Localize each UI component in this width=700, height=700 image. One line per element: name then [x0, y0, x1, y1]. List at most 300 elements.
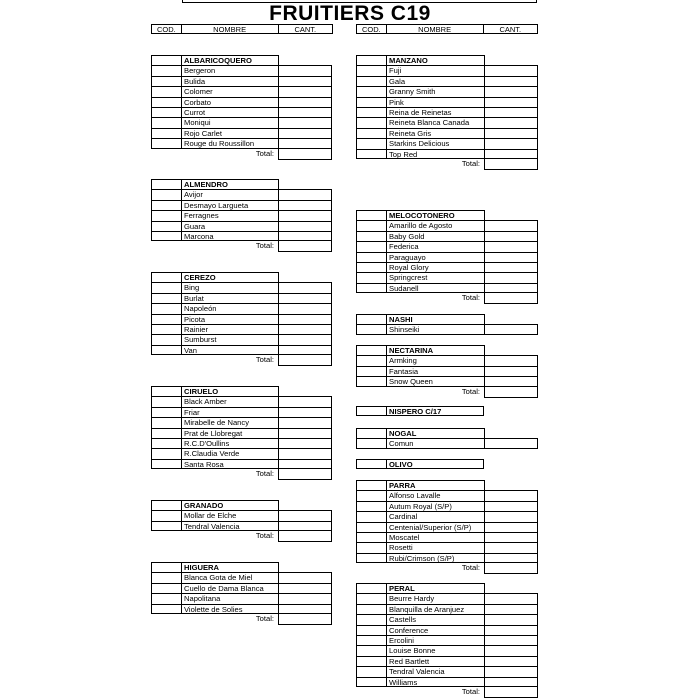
qty-cell[interactable]: [278, 293, 332, 303]
total-row: [356, 687, 538, 698]
qty-cell[interactable]: [278, 138, 332, 148]
total-label: Total:: [255, 148, 274, 158]
code-cell[interactable]: [151, 282, 181, 292]
code-cell[interactable]: [151, 562, 181, 572]
qty-cell[interactable]: [484, 553, 538, 563]
qty-cell[interactable]: [278, 210, 332, 220]
table-row: [151, 200, 332, 210]
variety-name: Springcrest: [386, 272, 484, 282]
section-granado: [151, 500, 332, 542]
variety-name: Cuello de Dama Blanca: [181, 583, 278, 593]
qty-cell[interactable]: [278, 604, 332, 614]
variety-name: Marcona: [181, 231, 278, 241]
table-row: [356, 220, 538, 230]
code-cell[interactable]: [356, 635, 386, 645]
variety-name: Reina de Reinetas: [386, 107, 484, 117]
table-row: [356, 677, 538, 687]
qty-cell[interactable]: [484, 65, 538, 75]
code-cell[interactable]: [356, 366, 386, 376]
variety-name: Reineta Gris: [386, 128, 484, 138]
code-cell[interactable]: [151, 448, 181, 458]
total-row: [151, 149, 332, 160]
variety-name: Ercolini: [386, 635, 484, 645]
qty-cell[interactable]: [484, 252, 538, 262]
code-cell[interactable]: [356, 666, 386, 676]
variety-name: Top Red: [386, 149, 484, 159]
code-cell[interactable]: [356, 480, 386, 490]
code-cell[interactable]: [356, 252, 386, 262]
variety-name: Rojo Carlet: [181, 128, 278, 138]
variety-name: Alfonso Lavalle: [386, 490, 484, 500]
variety-name: Starkins Delicious: [386, 138, 484, 148]
table-row: [356, 366, 538, 376]
qty-cell[interactable]: [278, 314, 332, 324]
code-cell[interactable]: [356, 262, 386, 272]
header-code: COD.: [152, 25, 182, 33]
section-name: MELOCOTONERO: [386, 210, 484, 220]
section-name: ALMENDRO: [181, 179, 278, 189]
code-cell[interactable]: [151, 272, 181, 282]
qty-cell[interactable]: [484, 128, 538, 138]
qty-spacer: [278, 562, 332, 572]
qty-cell[interactable]: [278, 438, 332, 448]
code-cell[interactable]: [356, 55, 386, 65]
section-header-row: [356, 314, 538, 324]
code-cell[interactable]: [356, 532, 386, 542]
qty-cell[interactable]: [484, 614, 538, 624]
code-cell[interactable]: [151, 76, 181, 86]
code-cell[interactable]: [151, 417, 181, 427]
table-row: [151, 428, 332, 438]
table-row: [356, 532, 538, 542]
section-manzano: [356, 55, 538, 170]
qty-cell[interactable]: [484, 86, 538, 96]
table-row: [151, 345, 332, 355]
variety-name: Corbato: [181, 97, 278, 107]
table-row: [151, 282, 332, 292]
code-cell[interactable]: [151, 65, 181, 75]
qty-cell[interactable]: [278, 231, 332, 241]
section-name: NECTARINA: [386, 345, 484, 355]
table-row: [151, 303, 332, 313]
qty-cell[interactable]: [278, 303, 332, 313]
qty-cell[interactable]: [484, 593, 538, 603]
table-row: [356, 635, 538, 645]
qty-cell[interactable]: [484, 283, 538, 293]
code-cell[interactable]: [151, 55, 181, 65]
code-cell[interactable]: [151, 459, 181, 469]
variety-name: Cardinal: [386, 511, 484, 521]
qty-cell[interactable]: [278, 324, 332, 334]
qty-cell[interactable]: [278, 107, 332, 117]
table-row: [151, 407, 332, 417]
table-row: [356, 283, 538, 293]
qty-cell[interactable]: [484, 677, 538, 687]
table-row: [151, 396, 332, 406]
variety-name: Currot: [181, 107, 278, 117]
qty-cell[interactable]: [484, 107, 538, 117]
table-row: [151, 593, 332, 603]
table-row: [151, 107, 332, 117]
qty-cell[interactable]: [484, 645, 538, 655]
code-cell[interactable]: [356, 656, 386, 666]
table-row: [151, 572, 332, 582]
variety-name: Castells: [386, 614, 484, 624]
qty-cell[interactable]: [278, 86, 332, 96]
total-label: Total:: [461, 686, 480, 696]
section-header-row: [356, 459, 484, 469]
section-header-row: [356, 583, 538, 593]
code-cell[interactable]: [356, 345, 386, 355]
qty-cell[interactable]: [278, 459, 332, 469]
table-row: [356, 231, 538, 241]
total-label: Total:: [255, 613, 274, 623]
qty-cell[interactable]: [484, 656, 538, 666]
qty-cell[interactable]: [278, 334, 332, 344]
variety-name: Avijor: [181, 189, 278, 199]
table-row: [151, 231, 332, 241]
total-row: [151, 614, 332, 625]
qty-cell[interactable]: [484, 97, 538, 107]
code-cell[interactable]: [356, 511, 386, 521]
code-cell[interactable]: [356, 355, 386, 365]
code-cell[interactable]: [356, 376, 386, 386]
table-row: [151, 583, 332, 593]
code-cell[interactable]: [151, 428, 181, 438]
code-cell[interactable]: [151, 324, 181, 334]
qty-spacer: [484, 345, 538, 355]
code-cell[interactable]: [356, 593, 386, 603]
qty-cell[interactable]: [278, 448, 332, 458]
variety-name: Guara: [181, 221, 278, 231]
code-cell[interactable]: [151, 200, 181, 210]
table-row: [356, 666, 538, 676]
table-row: [356, 262, 538, 272]
code-cell[interactable]: [356, 149, 386, 159]
table-row: [151, 314, 332, 324]
variety-name: Van: [181, 345, 278, 355]
table-row: [356, 128, 538, 138]
qty-spacer: [484, 314, 538, 324]
code-cell[interactable]: [151, 293, 181, 303]
qty-cell[interactable]: [484, 438, 538, 448]
table-row: [356, 511, 538, 521]
code-cell[interactable]: [151, 510, 181, 520]
code-cell[interactable]: [356, 677, 386, 687]
code-cell[interactable]: [356, 406, 386, 416]
section-header-row: [151, 55, 332, 65]
total-cell[interactable]: [278, 355, 332, 366]
code-cell[interactable]: [151, 117, 181, 127]
qty-cell[interactable]: [484, 138, 538, 148]
qty-cell[interactable]: [484, 262, 538, 272]
variety-name: Federica: [386, 241, 484, 251]
code-cell[interactable]: [356, 604, 386, 614]
code-cell[interactable]: [356, 583, 386, 593]
code-cell[interactable]: [151, 138, 181, 148]
qty-cell[interactable]: [278, 200, 332, 210]
qty-spacer: [278, 386, 332, 396]
qty-cell[interactable]: [484, 625, 538, 635]
code-cell[interactable]: [151, 396, 181, 406]
code-cell[interactable]: [356, 138, 386, 148]
qty-cell[interactable]: [484, 511, 538, 521]
code-cell[interactable]: [356, 438, 386, 448]
total-cell[interactable]: [484, 563, 538, 574]
total-cell[interactable]: [484, 387, 538, 398]
table-row: [151, 510, 332, 520]
qty-cell[interactable]: [278, 282, 332, 292]
total-label: Total:: [255, 531, 274, 541]
table-row: [151, 117, 332, 127]
qty-cell[interactable]: [278, 521, 332, 531]
code-cell[interactable]: [356, 501, 386, 511]
qty-cell[interactable]: [484, 501, 538, 511]
code-cell[interactable]: [151, 303, 181, 313]
section-name: PARRA: [386, 480, 484, 490]
total-cell[interactable]: [278, 241, 332, 252]
section-header-row: [151, 272, 332, 282]
code-cell[interactable]: [151, 438, 181, 448]
qty-spacer: [484, 583, 538, 593]
code-cell[interactable]: [356, 614, 386, 624]
qty-cell[interactable]: [278, 593, 332, 603]
total-row: [151, 531, 332, 542]
code-cell[interactable]: [151, 314, 181, 324]
qty-cell[interactable]: [278, 407, 332, 417]
section-peral: [356, 583, 538, 698]
table-row: [356, 656, 538, 666]
code-cell[interactable]: [151, 500, 181, 510]
code-cell[interactable]: [356, 314, 386, 324]
total-cell[interactable]: [278, 469, 332, 480]
qty-cell[interactable]: [484, 490, 538, 500]
section-header-row: [151, 179, 332, 189]
code-cell[interactable]: [356, 522, 386, 532]
header-name: NOMBRE: [387, 25, 484, 33]
table-row: [151, 448, 332, 458]
table-row: [356, 324, 538, 334]
code-cell[interactable]: [151, 593, 181, 603]
code-cell[interactable]: [356, 128, 386, 138]
header-qty: CANT.: [294, 25, 317, 34]
total-cell[interactable]: [484, 293, 538, 304]
qty-cell[interactable]: [278, 572, 332, 582]
qty-cell[interactable]: [484, 355, 538, 365]
qty-spacer: [278, 179, 332, 189]
code-cell[interactable]: [151, 179, 181, 189]
qty-cell[interactable]: [484, 542, 538, 552]
qty-cell[interactable]: [484, 532, 538, 542]
qty-cell[interactable]: [484, 366, 538, 376]
code-cell[interactable]: [151, 334, 181, 344]
table-row: [356, 149, 538, 159]
section-nashi: [356, 314, 538, 335]
code-cell[interactable]: [356, 86, 386, 96]
table-row: [151, 324, 332, 334]
table-row: [356, 522, 538, 532]
qty-cell[interactable]: [484, 666, 538, 676]
table-row: [356, 542, 538, 552]
variety-name: Blanquilla de Aranjuez: [386, 604, 484, 614]
qty-cell[interactable]: [484, 376, 538, 386]
total-cell[interactable]: [484, 687, 538, 698]
qty-cell[interactable]: [278, 583, 332, 593]
qty-cell[interactable]: [484, 324, 538, 334]
code-cell[interactable]: [356, 283, 386, 293]
table-row: [356, 625, 538, 635]
section-name: NASHI: [386, 314, 484, 324]
qty-cell[interactable]: [278, 97, 332, 107]
table-row: [356, 501, 538, 511]
code-cell[interactable]: [356, 210, 386, 220]
qty-cell[interactable]: [484, 149, 538, 159]
variety-name: Picota: [181, 314, 278, 324]
total-cell[interactable]: [278, 531, 332, 542]
section-name: PERAL: [386, 583, 484, 593]
variety-name: Violette de Solies: [181, 604, 278, 614]
code-cell[interactable]: [356, 231, 386, 241]
total-cell[interactable]: [484, 159, 538, 170]
code-cell[interactable]: [151, 604, 181, 614]
code-cell[interactable]: [151, 128, 181, 138]
variety-name: Beurre Hardy: [386, 593, 484, 603]
code-cell[interactable]: [356, 459, 386, 469]
qty-spacer: [484, 428, 538, 438]
section-higuera: [151, 562, 332, 625]
code-cell[interactable]: [356, 241, 386, 251]
variety-name: Fuji: [386, 65, 484, 75]
qty-cell[interactable]: [278, 428, 332, 438]
qty-cell[interactable]: [278, 345, 332, 355]
code-cell[interactable]: [356, 220, 386, 230]
code-cell[interactable]: [356, 324, 386, 334]
qty-cell[interactable]: [484, 522, 538, 532]
qty-cell[interactable]: [278, 189, 332, 199]
variety-name: Tendral Valencia: [386, 666, 484, 676]
total-cell[interactable]: [278, 149, 332, 160]
code-cell[interactable]: [151, 221, 181, 231]
table-row: [356, 138, 538, 148]
qty-spacer: [278, 55, 332, 65]
variety-name: Bergeron: [181, 65, 278, 75]
table-row: [356, 438, 538, 448]
variety-name: Rubi/Crimson (S/P): [386, 553, 484, 563]
code-cell[interactable]: [356, 553, 386, 563]
code-cell[interactable]: [151, 386, 181, 396]
qty-cell[interactable]: [278, 510, 332, 520]
table-row: [356, 614, 538, 624]
table-row: [356, 604, 538, 614]
qty-cell[interactable]: [278, 396, 332, 406]
code-cell[interactable]: [356, 97, 386, 107]
section-nectarina: [356, 345, 538, 398]
section-header-row: [356, 210, 538, 220]
table-row: [356, 376, 538, 386]
section-cerezo: [151, 272, 332, 366]
section-header-row: [356, 406, 484, 416]
qty-cell[interactable]: [278, 76, 332, 86]
code-cell[interactable]: [151, 210, 181, 220]
code-cell[interactable]: [151, 521, 181, 531]
code-cell[interactable]: [356, 625, 386, 635]
qty-cell[interactable]: [484, 272, 538, 282]
table-row: [151, 604, 332, 614]
code-cell[interactable]: [151, 97, 181, 107]
code-cell[interactable]: [356, 117, 386, 127]
total-row: [356, 293, 538, 304]
qty-cell[interactable]: [484, 604, 538, 614]
code-cell[interactable]: [356, 107, 386, 117]
section-header-row: [356, 480, 538, 490]
variety-name: Paraguayo: [386, 252, 484, 262]
qty-cell[interactable]: [278, 128, 332, 138]
qty-cell[interactable]: [484, 76, 538, 86]
code-cell[interactable]: [356, 645, 386, 655]
variety-name: Rosetti: [386, 542, 484, 552]
table-row: [151, 221, 332, 231]
table-row: [151, 76, 332, 86]
section-almendro: [151, 179, 332, 252]
variety-name: Red Bartlett: [386, 656, 484, 666]
qty-cell[interactable]: [278, 65, 332, 75]
variety-name: Gala: [386, 76, 484, 86]
total-row: [151, 355, 332, 366]
code-cell[interactable]: [151, 107, 181, 117]
table-row: [151, 438, 332, 448]
variety-name: Amarillo de Agosto: [386, 220, 484, 230]
qty-cell[interactable]: [484, 117, 538, 127]
variety-name: Centenial/Superior (S/P): [386, 522, 484, 532]
variety-name: Black Amber: [181, 396, 278, 406]
total-cell[interactable]: [278, 614, 332, 625]
qty-cell[interactable]: [278, 417, 332, 427]
section-name: CIRUELO: [181, 386, 278, 396]
code-cell[interactable]: [356, 76, 386, 86]
variety-name: Mirabelle de Nancy: [181, 417, 278, 427]
code-cell[interactable]: [151, 407, 181, 417]
code-cell[interactable]: [151, 189, 181, 199]
qty-cell[interactable]: [484, 635, 538, 645]
code-cell[interactable]: [356, 542, 386, 552]
code-cell[interactable]: [356, 65, 386, 75]
qty-cell[interactable]: [278, 221, 332, 231]
qty-cell[interactable]: [484, 231, 538, 241]
code-cell[interactable]: [356, 272, 386, 282]
qty-cell[interactable]: [484, 220, 538, 230]
variety-name: Rouge du Roussillon: [181, 138, 278, 148]
variety-name: Comun: [386, 438, 484, 448]
section-name: ALBARICOQUERO: [181, 55, 278, 65]
variety-name: Napolitana: [181, 593, 278, 603]
variety-name: Colomer: [181, 86, 278, 96]
table-row: [151, 86, 332, 96]
table-row: [356, 593, 538, 603]
qty-cell[interactable]: [278, 117, 332, 127]
right-column-header: [356, 24, 538, 34]
code-cell[interactable]: [356, 428, 386, 438]
table-row: [151, 334, 332, 344]
section-parra: [356, 480, 538, 574]
code-cell[interactable]: [151, 345, 181, 355]
qty-cell[interactable]: [484, 241, 538, 251]
code-cell[interactable]: [151, 231, 181, 241]
code-cell[interactable]: [151, 86, 181, 96]
code-cell[interactable]: [151, 583, 181, 593]
code-cell[interactable]: [356, 490, 386, 500]
table-row: [356, 490, 538, 500]
code-cell[interactable]: [151, 572, 181, 582]
